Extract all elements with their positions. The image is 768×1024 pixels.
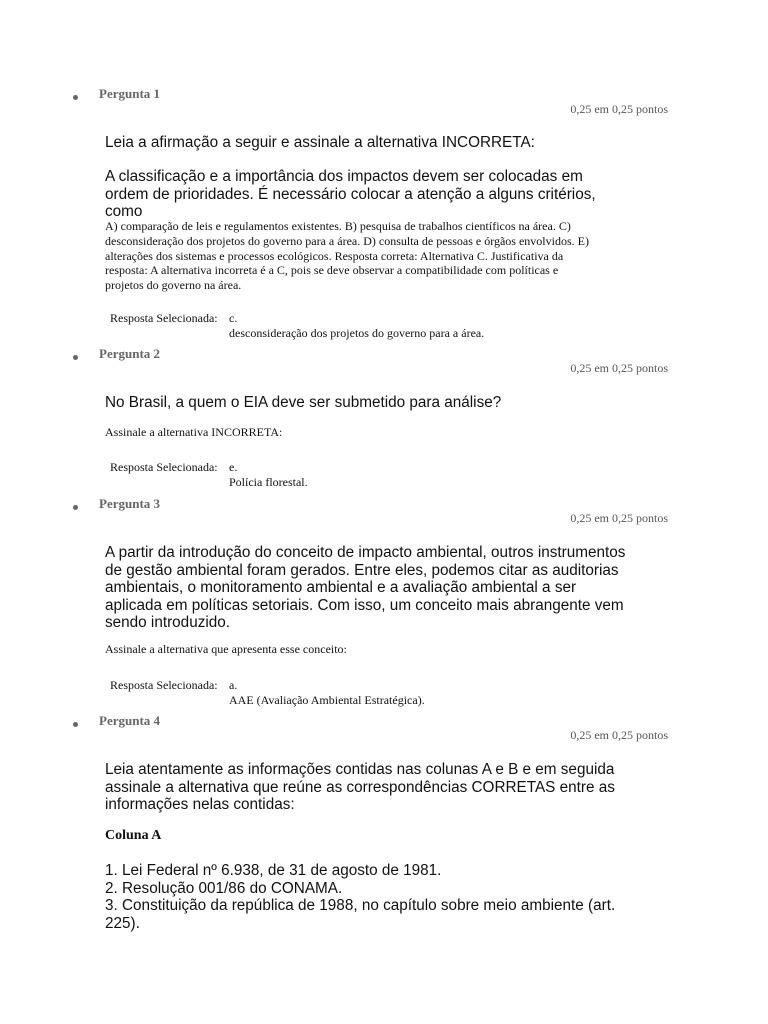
- question-instruction: Assinale a alternativa que apresenta esse conceito:: [105, 642, 347, 656]
- details-line: resposta: A alternativa incorreta é a C, pois se deve observar a compatibilidade com políticas e: [105, 263, 559, 278]
- statement-line: como: [105, 203, 143, 220]
- response-value: [229, 311, 484, 341]
- list-item: 3. Constituição da república de 1988, no capítulo sobre meio ambiente (art.: [105, 897, 616, 914]
- prompt-line: assinale a alternativa que reúne as correspondências CORRETAS entre as: [105, 778, 615, 796]
- response-letter: c.: [229, 311, 238, 325]
- response-label: Resposta Selecionada:: [110, 311, 218, 325]
- question-prompt: [105, 134, 645, 152]
- details-line: alterações dos sistemas e processos ecológicos. Resposta correta: Alternativa C. Justificativa da: [105, 248, 564, 263]
- question-statement: [105, 168, 645, 221]
- prompt-line: aplicada em políticas setoriais. Com isso, um conceito mais abrangente vem: [105, 596, 624, 614]
- list-item: 1. Lei Federal nº 6.938, de 31 de agosto de 1981.: [105, 862, 442, 879]
- prompt-line: Leia a afirmação a seguir e assinale a alternativa INCORRETA:: [105, 134, 535, 151]
- column-list: [105, 862, 665, 932]
- column-heading: Coluna A: [105, 828, 162, 843]
- list-item: 225).: [105, 914, 140, 932]
- question-prompt: [105, 761, 645, 814]
- question-score: 0,25 em 0,25 pontos: [570, 728, 668, 742]
- prompt-line: informações nelas contidas:: [105, 796, 295, 813]
- response-label: Resposta Selecionada:: [110, 460, 218, 474]
- question-score: 0,25 em 0,25 pontos: [570, 361, 668, 375]
- details-line: A) comparação de leis e regulamentos existentes. B) pesquisa de trabalhos científicos na área. C): [105, 219, 571, 233]
- response-text: Polícia florestal.: [229, 475, 308, 489]
- response-label: Resposta Selecionada:: [110, 678, 218, 692]
- prompt-line: ambientais, o monitoramento ambiental e a avaliação ambiental a ser: [105, 579, 577, 596]
- prompt-line: Leia atentamente as informações contidas nas colunas A e B e em seguida: [105, 761, 615, 778]
- prompt-line: A partir da introdução do conceito de impacto ambiental, outros instrumentos: [105, 544, 626, 561]
- question-instruction: Assinale a alternativa INCORRETA:: [105, 425, 283, 439]
- question-prompt: [105, 394, 645, 412]
- question-score: 0,25 em 0,25 pontos: [570, 102, 668, 116]
- prompt-line: de gestão ambiental foram gerados. Entre eles, podemos citar as auditorias: [105, 561, 619, 579]
- question-prompt: [105, 544, 645, 632]
- question-title: Pergunta 3: [99, 496, 161, 511]
- response-value: [229, 460, 308, 490]
- response-letter: a.: [229, 678, 238, 692]
- response-text: AAE (Avaliação Ambiental Estratégica).: [229, 693, 425, 707]
- response-text: desconsideração dos projetos do governo para a área.: [229, 326, 485, 340]
- bullet-icon: [73, 505, 78, 510]
- question-title: Pergunta 4: [99, 713, 161, 728]
- bullet-icon: [73, 722, 78, 727]
- statement-line: ordem de prioridades. É necessário colocar a atenção a alguns critérios,: [105, 185, 596, 203]
- prompt-line: sendo introduzido.: [105, 614, 231, 631]
- details-line: desconsideração dos projetos do governo para a área. D) consulta de pessoas e órgãos envolvidos. E): [105, 233, 589, 248]
- bullet-icon: [73, 355, 78, 360]
- response-value: [229, 678, 425, 708]
- response-letter: e.: [229, 460, 238, 474]
- statement-line: A classificação e a importância dos impactos devem ser colocadas em: [105, 168, 583, 185]
- list-item: 2. Resolução 001/86 do CONAMA.: [105, 879, 343, 897]
- question-title: Pergunta 2: [99, 346, 161, 361]
- question-title: Pergunta 1: [99, 86, 161, 101]
- details-line: projetos do governo na área.: [105, 278, 242, 293]
- question-details: [105, 219, 645, 293]
- prompt-line: No Brasil, a quem o EIA deve ser submetido para análise?: [105, 394, 502, 411]
- bullet-icon: [73, 95, 78, 100]
- question-score: 0,25 em 0,25 pontos: [570, 511, 668, 525]
